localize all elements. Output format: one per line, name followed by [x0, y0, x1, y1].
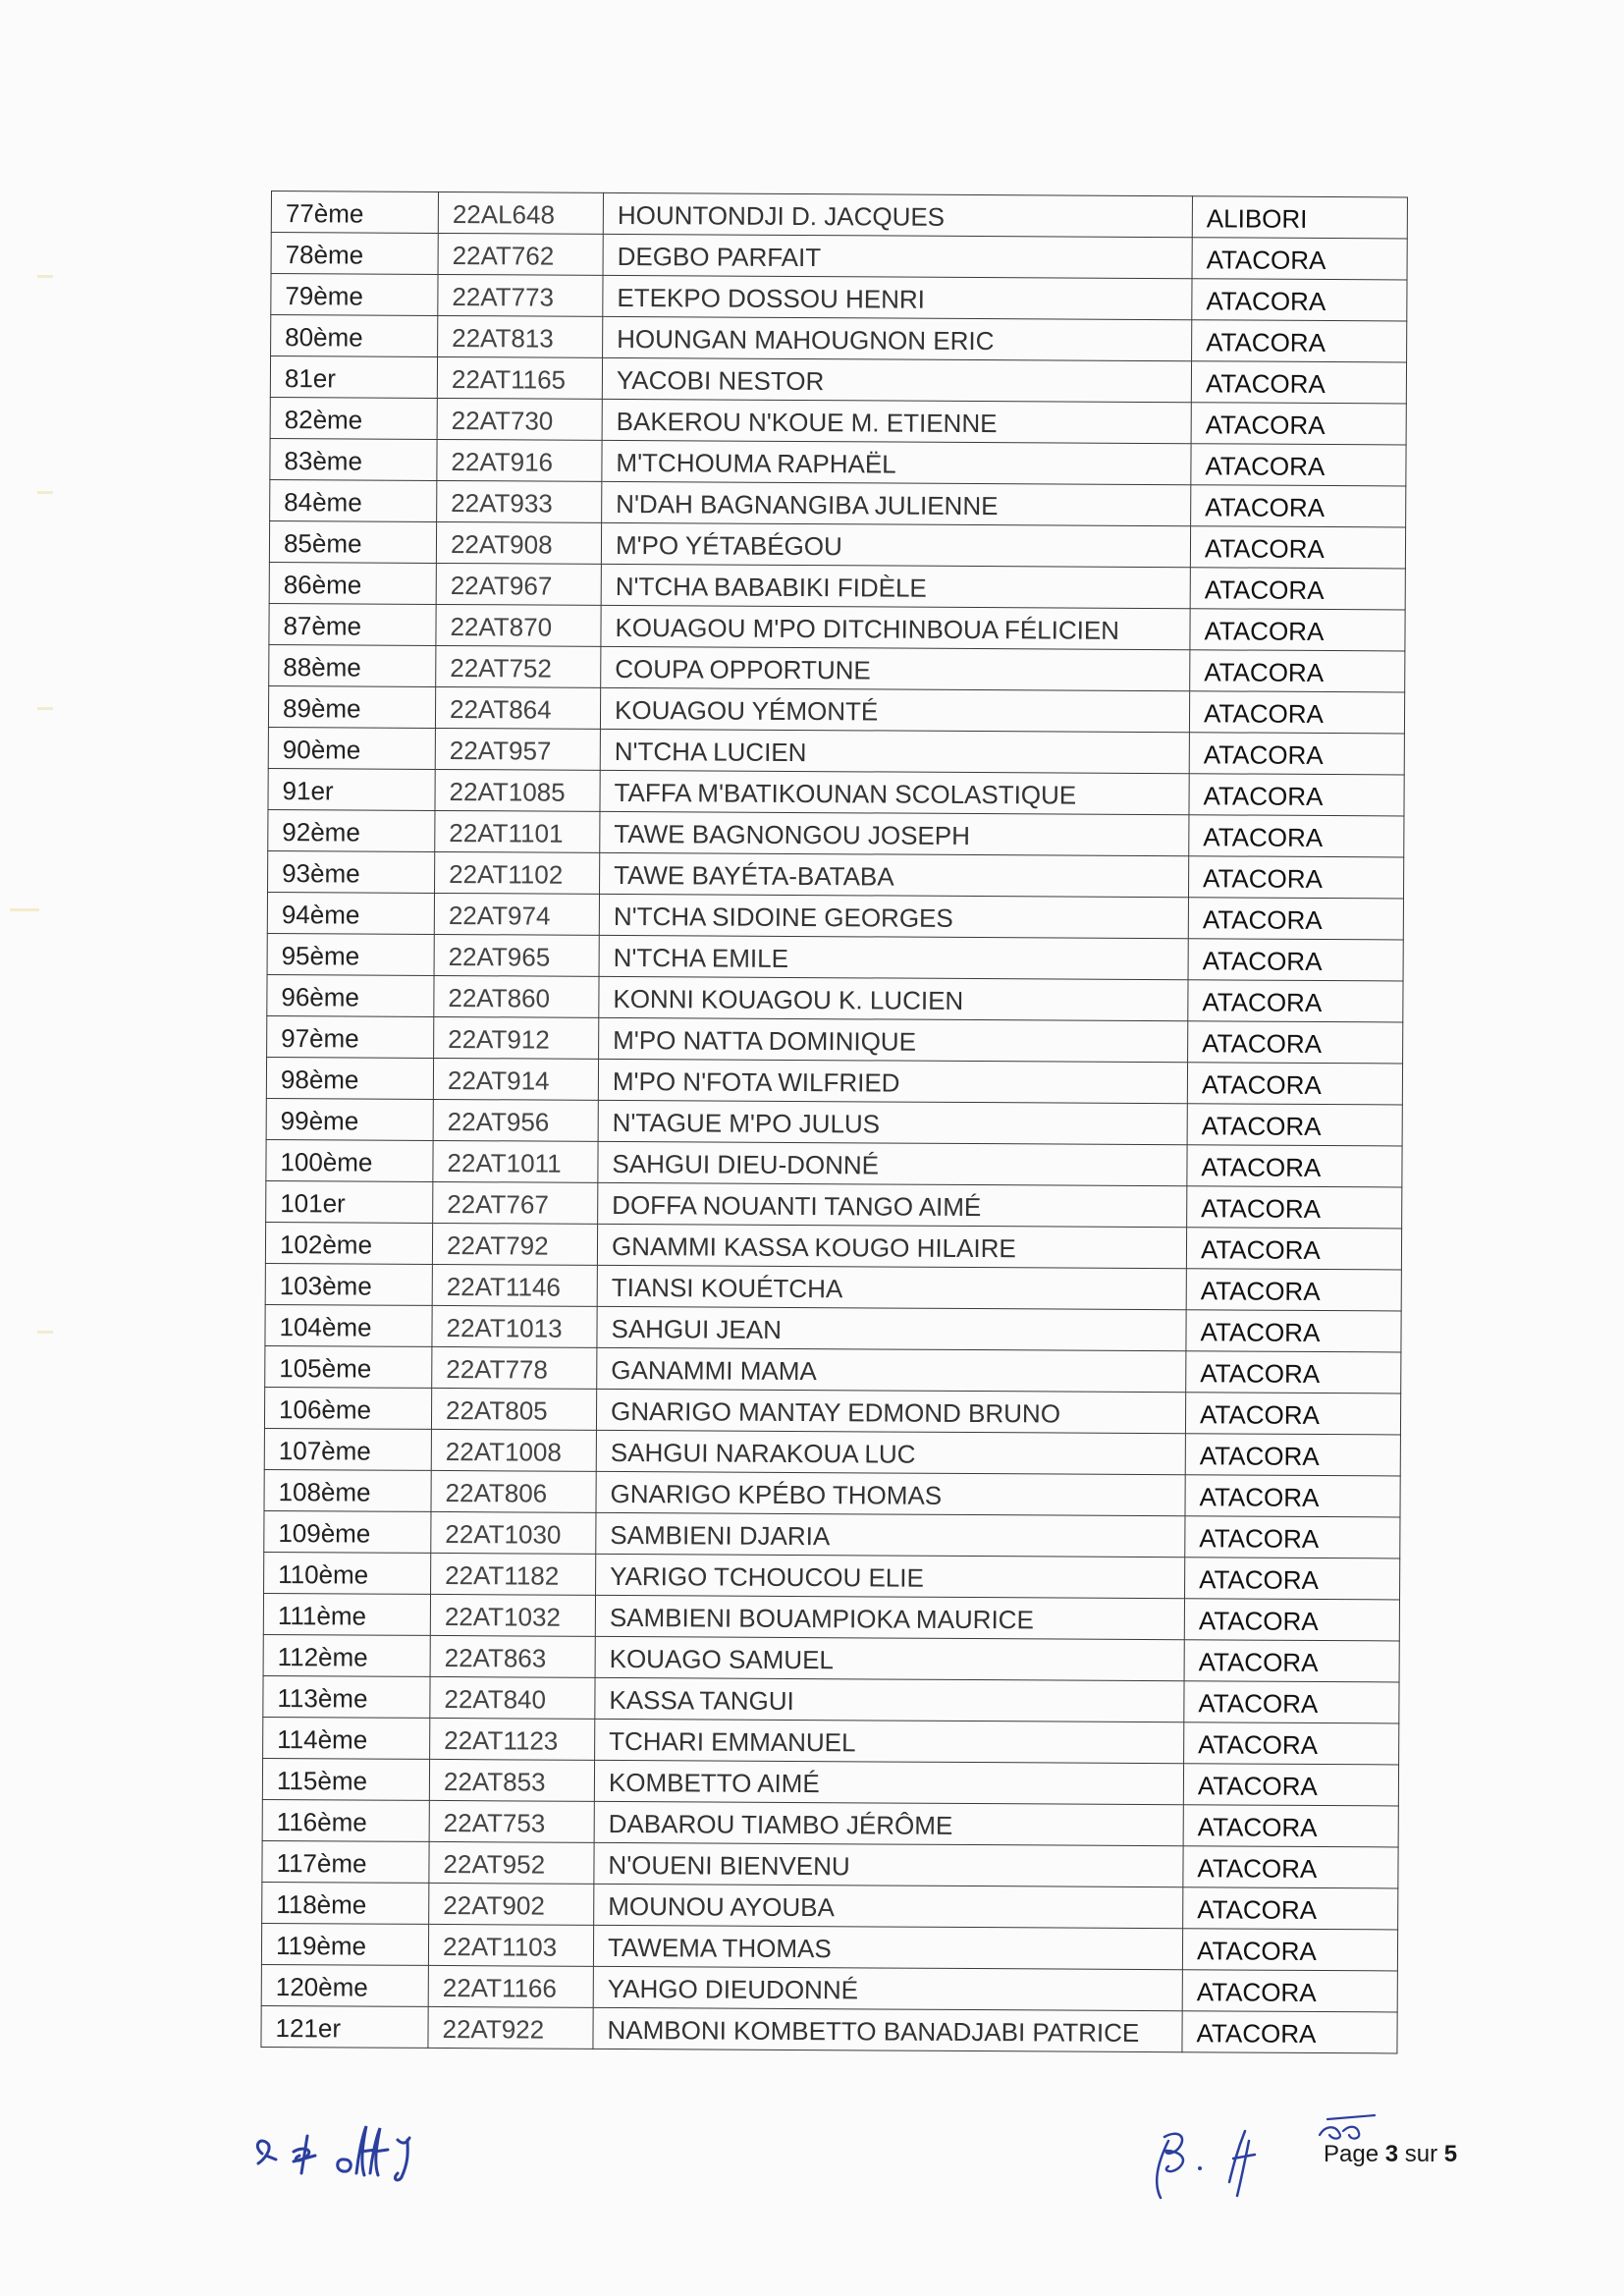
table-row: [267, 1015, 1403, 1063]
scan-artifact: [37, 707, 53, 710]
candidate-name-cell: NAMBONI KOMBETTO BANADJABI PATRICE: [593, 2007, 1182, 2051]
candidate-id-cell: 22AT778: [432, 1346, 597, 1389]
rank-cell: 97ème: [267, 1015, 434, 1058]
table-row: [264, 1469, 1400, 1516]
table-row: [270, 479, 1406, 526]
table-row: [267, 892, 1403, 939]
candidate-name-cell: SAMBIENI BOUAMPIOKA MAURICE: [595, 1595, 1184, 1639]
table-row: [264, 1387, 1400, 1434]
candidate-id-cell: 22AT1032: [430, 1594, 595, 1636]
table-row: [271, 191, 1407, 239]
department-cell: ATACORA: [1190, 609, 1405, 651]
department-cell: ATACORA: [1192, 279, 1407, 321]
table-row: [270, 356, 1406, 404]
rank-cell: 82ème: [270, 397, 437, 439]
candidate-id-cell: 22AT840: [430, 1676, 595, 1719]
scan-artifact: [37, 275, 53, 278]
candidate-name-cell: MOUNOU AYOUBA: [594, 1884, 1183, 1928]
table-row: [262, 1799, 1398, 1846]
table-row: [269, 562, 1405, 609]
table-row: [267, 974, 1403, 1021]
department-cell: ATACORA: [1187, 1104, 1402, 1146]
table-row: [265, 1263, 1401, 1310]
candidate-id-cell: 22AT805: [431, 1388, 596, 1430]
candidate-name-cell: N'TCHA SIDOINE GEORGES: [599, 894, 1188, 938]
candidate-id-cell: 22AT916: [437, 439, 602, 481]
candidate-id-cell: 22AT908: [436, 521, 601, 564]
candidate-name-cell: YAHGO DIEUDONNÉ: [593, 1966, 1182, 2010]
department-cell: ATACORA: [1192, 238, 1407, 280]
candidate-id-cell: 22AT1085: [435, 769, 600, 811]
rank-cell: 102ème: [265, 1222, 432, 1264]
candidate-id-cell: 22AT974: [434, 893, 599, 935]
table-row: [262, 1882, 1398, 1929]
table-row: [263, 1593, 1399, 1640]
right-signature: [1139, 2111, 1286, 2200]
table-row: [266, 1139, 1402, 1186]
department-cell: ATACORA: [1186, 1351, 1401, 1394]
candidate-name-cell: GNAMMI KASSA KOUGO HILAIRE: [597, 1224, 1186, 1268]
table-row: [268, 727, 1404, 774]
candidate-id-cell: 22AT730: [437, 398, 602, 440]
department-cell: ATACORA: [1190, 650, 1405, 692]
table-row: [265, 1304, 1401, 1351]
rank-cell: 120ème: [261, 1964, 428, 2006]
table-row: [269, 520, 1405, 568]
candidate-name-cell: ETEKPO DOSSOU HENRI: [603, 275, 1192, 319]
department-cell: ATACORA: [1186, 1269, 1401, 1311]
rank-cell: 90ème: [268, 727, 435, 769]
department-cell: ATACORA: [1189, 733, 1404, 775]
candidate-name-cell: SAHGUI JEAN: [597, 1306, 1186, 1350]
candidate-name-cell: N'DAH BAGNANGIBA JULIENNE: [602, 481, 1191, 525]
results-table: [260, 191, 1408, 2053]
candidate-id-cell: 22AT912: [434, 1016, 599, 1059]
candidate-id-cell: 22AT806: [431, 1470, 596, 1512]
department-cell: ATACORA: [1185, 1393, 1400, 1435]
department-cell: ATACORA: [1183, 1846, 1398, 1888]
candidate-name-cell: KASSA TANGUI: [595, 1677, 1184, 1722]
candidate-id-cell: 22AT922: [428, 2006, 593, 2049]
table-row: [271, 233, 1407, 280]
table-row: [266, 1098, 1402, 1145]
candidate-id-cell: 22AT853: [429, 1759, 594, 1801]
candidate-name-cell: TCHARI EMMANUEL: [595, 1719, 1184, 1763]
table-row: [271, 274, 1407, 321]
scan-artifact: [37, 491, 53, 494]
table-row: [261, 1964, 1397, 2011]
rank-cell: 108ème: [264, 1469, 431, 1511]
rank-cell: 106ème: [264, 1387, 431, 1429]
candidate-name-cell: SAMBIENI DJARIA: [596, 1512, 1185, 1557]
rank-cell: 104ème: [265, 1304, 432, 1346]
department-cell: ATACORA: [1191, 444, 1406, 486]
table-row: [269, 644, 1405, 691]
table-row: [264, 1428, 1400, 1475]
rank-cell: 93ème: [268, 850, 435, 893]
department-cell: ATACORA: [1191, 403, 1406, 445]
department-cell: ATACORA: [1189, 691, 1404, 734]
candidate-name-cell: N'TCHA LUCIEN: [600, 729, 1189, 773]
rank-cell: 101er: [266, 1180, 433, 1223]
candidate-id-cell: 22AT863: [430, 1635, 595, 1677]
department-cell: ATACORA: [1187, 1145, 1402, 1187]
candidate-name-cell: M'PO NATTA DOMINIQUE: [599, 1017, 1188, 1062]
department-cell: ATACORA: [1191, 485, 1406, 527]
candidate-id-cell: 22AL648: [438, 191, 603, 234]
candidate-id-cell: 22AT762: [438, 233, 603, 275]
candidate-id-cell: 22AT1101: [435, 810, 600, 852]
candidate-name-cell: KOUAGO SAMUEL: [595, 1636, 1184, 1680]
rank-cell: 107ème: [264, 1428, 431, 1470]
department-cell: ATACORA: [1184, 1599, 1399, 1641]
department-cell: ATACORA: [1187, 1063, 1402, 1105]
rank-cell: 79ème: [271, 274, 438, 316]
table-row: [269, 603, 1405, 650]
table-row: [263, 1675, 1399, 1722]
table-row: [262, 1758, 1398, 1805]
department-cell: ATACORA: [1191, 361, 1406, 404]
department-cell: ATACORA: [1186, 1310, 1401, 1352]
candidate-id-cell: 22AT1166: [428, 1965, 593, 2007]
table-row: [268, 809, 1404, 856]
rank-cell: 105ème: [265, 1345, 432, 1388]
rank-cell: 113ème: [263, 1675, 430, 1718]
candidate-name-cell: TIANSI KOUÉTCHA: [597, 1265, 1186, 1309]
left-signature-initials: [250, 2116, 545, 2185]
candidate-name-cell: SAHGUI DIEU-DONNÉ: [598, 1141, 1187, 1185]
page-number: [1324, 2141, 1457, 2168]
rank-cell: 118ème: [262, 1882, 429, 1924]
candidate-id-cell: 22AT767: [433, 1181, 598, 1224]
department-cell: ATACORA: [1183, 1887, 1398, 1930]
candidate-name-cell: TAWE BAGNONGOU JOSEPH: [600, 811, 1189, 855]
candidate-name-cell: HOUNGAN MAHOUGNON ERIC: [603, 316, 1192, 360]
rank-cell: 80ème: [271, 315, 438, 357]
candidate-id-cell: 22AT1011: [433, 1140, 598, 1182]
candidate-id-cell: 22AT933: [437, 480, 602, 522]
candidate-id-cell: 22AT965: [434, 934, 599, 976]
rank-cell: 116ème: [262, 1799, 429, 1841]
table-row: [266, 1180, 1402, 1228]
department-cell: ATACORA: [1189, 815, 1404, 857]
candidate-name-cell: COUPA OPPORTUNE: [601, 646, 1190, 690]
candidate-name-cell: TAWE BAYÉTA-BATABA: [600, 852, 1189, 897]
candidate-name-cell: KOUAGOU YÉMONTÉ: [600, 687, 1189, 732]
candidate-name-cell: BAKEROU N'KOUE M. ETIENNE: [602, 399, 1191, 443]
department-cell: ATACORA: [1186, 1228, 1401, 1270]
candidate-name-cell: TAWEMA THOMAS: [593, 1925, 1182, 1969]
candidate-id-cell: 22AT1013: [432, 1305, 597, 1347]
candidate-id-cell: 22AT864: [435, 686, 600, 729]
candidate-name-cell: YARIGO TCHOUCOU ELIE: [596, 1554, 1185, 1598]
department-cell: ATACORA: [1188, 980, 1403, 1022]
rank-cell: 86ème: [269, 562, 436, 604]
department-cell: ATACORA: [1190, 526, 1405, 569]
department-cell: ATACORA: [1183, 1805, 1398, 1847]
candidate-id-cell: 22AT956: [433, 1099, 598, 1141]
candidate-name-cell: N'TCHA EMILE: [599, 935, 1188, 979]
table-row: [264, 1552, 1400, 1599]
candidate-id-cell: 22AT753: [429, 1800, 594, 1842]
rank-cell: 87ème: [269, 603, 436, 645]
candidate-name-cell: N'TAGUE M'PO JULUS: [598, 1100, 1187, 1144]
rank-cell: 121er: [261, 2005, 428, 2048]
candidate-name-cell: M'PO N'FOTA WILFRIED: [598, 1059, 1187, 1103]
rank-cell: 85ème: [269, 520, 436, 563]
rank-cell: 98ème: [266, 1057, 433, 1099]
candidate-name-cell: KOMBETTO AIMÉ: [594, 1760, 1183, 1804]
rank-cell: 83ème: [270, 438, 437, 480]
candidate-id-cell: 22AT1146: [432, 1264, 597, 1306]
candidate-id-cell: 22AT1103: [428, 1924, 593, 1966]
department-cell: ATACORA: [1190, 568, 1405, 610]
department-cell: ATACORA: [1189, 774, 1404, 816]
candidate-id-cell: 22AT773: [438, 274, 603, 316]
rank-cell: 109ème: [264, 1510, 431, 1553]
department-cell: ATACORA: [1185, 1558, 1400, 1600]
rank-cell: 95ème: [267, 933, 434, 975]
candidate-id-cell: 22AT957: [435, 728, 600, 770]
candidate-name-cell: HOUNTONDJI D. JACQUES: [603, 192, 1192, 237]
department-cell: ATACORA: [1184, 1722, 1399, 1765]
department-cell: ATACORA: [1188, 1021, 1403, 1064]
rank-cell: 110ème: [264, 1552, 431, 1594]
candidate-name-cell: N'TCHA BABABIKI FIDÈLE: [601, 564, 1190, 608]
department-cell: ATACORA: [1182, 1929, 1397, 1971]
department-cell: ATACORA: [1185, 1475, 1400, 1517]
candidate-name-cell: N'OUENI BIENVENU: [594, 1842, 1183, 1886]
table-row: [271, 315, 1407, 362]
candidate-id-cell: 22AT952: [429, 1841, 594, 1884]
table-row: [270, 397, 1406, 444]
table-row: [265, 1222, 1401, 1269]
results-table-body: [261, 191, 1408, 2053]
table-row: [264, 1510, 1400, 1558]
candidate-name-cell: SAHGUI NARAKOUA LUC: [596, 1430, 1185, 1474]
rank-cell: 77ème: [271, 191, 438, 234]
department-cell: ATACORA: [1184, 1681, 1399, 1723]
department-cell: ATACORA: [1182, 2011, 1397, 2053]
candidate-name-cell: M'PO YÉTABÉGOU: [601, 522, 1190, 567]
rank-cell: 99ème: [266, 1098, 433, 1140]
table-row: [268, 850, 1404, 898]
candidate-name-cell: KONNI KOUAGOU K. LUCIEN: [599, 976, 1188, 1020]
candidate-id-cell: 22AT860: [434, 975, 599, 1017]
table-row: [261, 2005, 1397, 2052]
candidate-id-cell: 22AT813: [438, 315, 603, 357]
candidate-name-cell: DOFFA NOUANTI TANGO AIMÉ: [598, 1182, 1187, 1227]
candidate-id-cell: 22AT1030: [431, 1511, 596, 1554]
rank-cell: 100ème: [266, 1139, 433, 1181]
candidate-name-cell: GNARIGO KPÉBO THOMAS: [596, 1471, 1185, 1515]
page-word: Page: [1324, 2141, 1380, 2167]
candidate-name-cell: DABAROU TIAMBO JÉRÔME: [594, 1801, 1183, 1845]
table-row: [261, 1923, 1397, 1970]
department-cell: ATACORA: [1184, 1640, 1399, 1682]
department-cell: ATACORA: [1188, 856, 1403, 899]
rank-cell: 112ème: [263, 1634, 430, 1676]
table-row: [270, 438, 1406, 485]
page-current: 3: [1384, 2141, 1399, 2167]
candidate-name-cell: KOUAGOU M'PO DITCHINBOUA FÉLICIEN: [601, 605, 1190, 649]
table-row: [267, 933, 1403, 980]
department-cell: ATACORA: [1192, 320, 1407, 362]
candidate-id-cell: 22AT1165: [437, 356, 602, 399]
rank-cell: 117ème: [262, 1840, 429, 1883]
candidate-id-cell: 22AT1123: [430, 1718, 595, 1760]
candidate-id-cell: 22AT914: [433, 1058, 598, 1100]
candidate-id-cell: 22AT1182: [431, 1553, 596, 1595]
rank-cell: 88ème: [269, 644, 436, 686]
candidate-id-cell: 22AT792: [432, 1223, 597, 1265]
department-cell: ALIBORI: [1192, 196, 1407, 239]
department-cell: ATACORA: [1188, 898, 1403, 940]
candidate-name-cell: GANAMMI MAMA: [597, 1347, 1186, 1392]
department-cell: ATACORA: [1182, 1970, 1397, 2012]
rank-cell: 89ème: [268, 685, 435, 728]
rank-cell: 103ème: [265, 1263, 432, 1305]
rank-cell: 96ème: [267, 974, 434, 1016]
department-cell: ATACORA: [1185, 1516, 1400, 1558]
rank-cell: 115ème: [262, 1758, 429, 1800]
rank-cell: 92ème: [268, 809, 435, 851]
table-row: [265, 1345, 1401, 1393]
rank-cell: 114ème: [263, 1717, 430, 1759]
candidate-name-cell: GNARIGO MANTAY EDMOND BRUNO: [596, 1389, 1185, 1433]
table-row: [263, 1634, 1399, 1681]
candidate-id-cell: 22AT870: [436, 604, 601, 646]
rank-cell: 94ème: [267, 892, 434, 934]
rank-cell: 78ème: [271, 233, 438, 275]
department-cell: ATACORA: [1187, 1186, 1402, 1229]
rank-cell: 119ème: [261, 1923, 428, 1965]
candidate-id-cell: 22AT752: [436, 645, 601, 687]
candidate-name-cell: DEGBO PARFAIT: [603, 234, 1192, 278]
candidate-id-cell: 22AT1008: [431, 1429, 596, 1471]
candidate-id-cell: 22AT1102: [435, 851, 600, 894]
candidate-name-cell: M'TCHOUMA RAPHAËL: [602, 440, 1191, 484]
department-cell: ATACORA: [1185, 1434, 1400, 1476]
scan-artifact: [10, 908, 39, 911]
table-row: [268, 768, 1404, 815]
table-row: [262, 1840, 1398, 1887]
department-cell: ATACORA: [1188, 939, 1403, 981]
rank-cell: 111ème: [263, 1593, 430, 1635]
candidate-id-cell: 22AT967: [436, 563, 601, 605]
table-row: [266, 1057, 1402, 1104]
rank-cell: 81er: [270, 356, 437, 399]
rank-cell: 84ème: [270, 479, 437, 521]
candidate-id-cell: 22AT902: [429, 1883, 594, 1925]
page-separator: sur: [1404, 2141, 1438, 2167]
page-total: 5: [1443, 2141, 1458, 2167]
table-row: [268, 685, 1404, 733]
candidate-name-cell: TAFFA M'BATIKOUNAN SCOLASTIQUE: [600, 770, 1189, 814]
candidate-name-cell: YACOBI NESTOR: [602, 357, 1191, 402]
scan-artifact: [37, 1331, 53, 1334]
rank-cell: 91er: [268, 768, 435, 810]
department-cell: ATACORA: [1183, 1764, 1398, 1806]
table-row: [263, 1717, 1399, 1764]
